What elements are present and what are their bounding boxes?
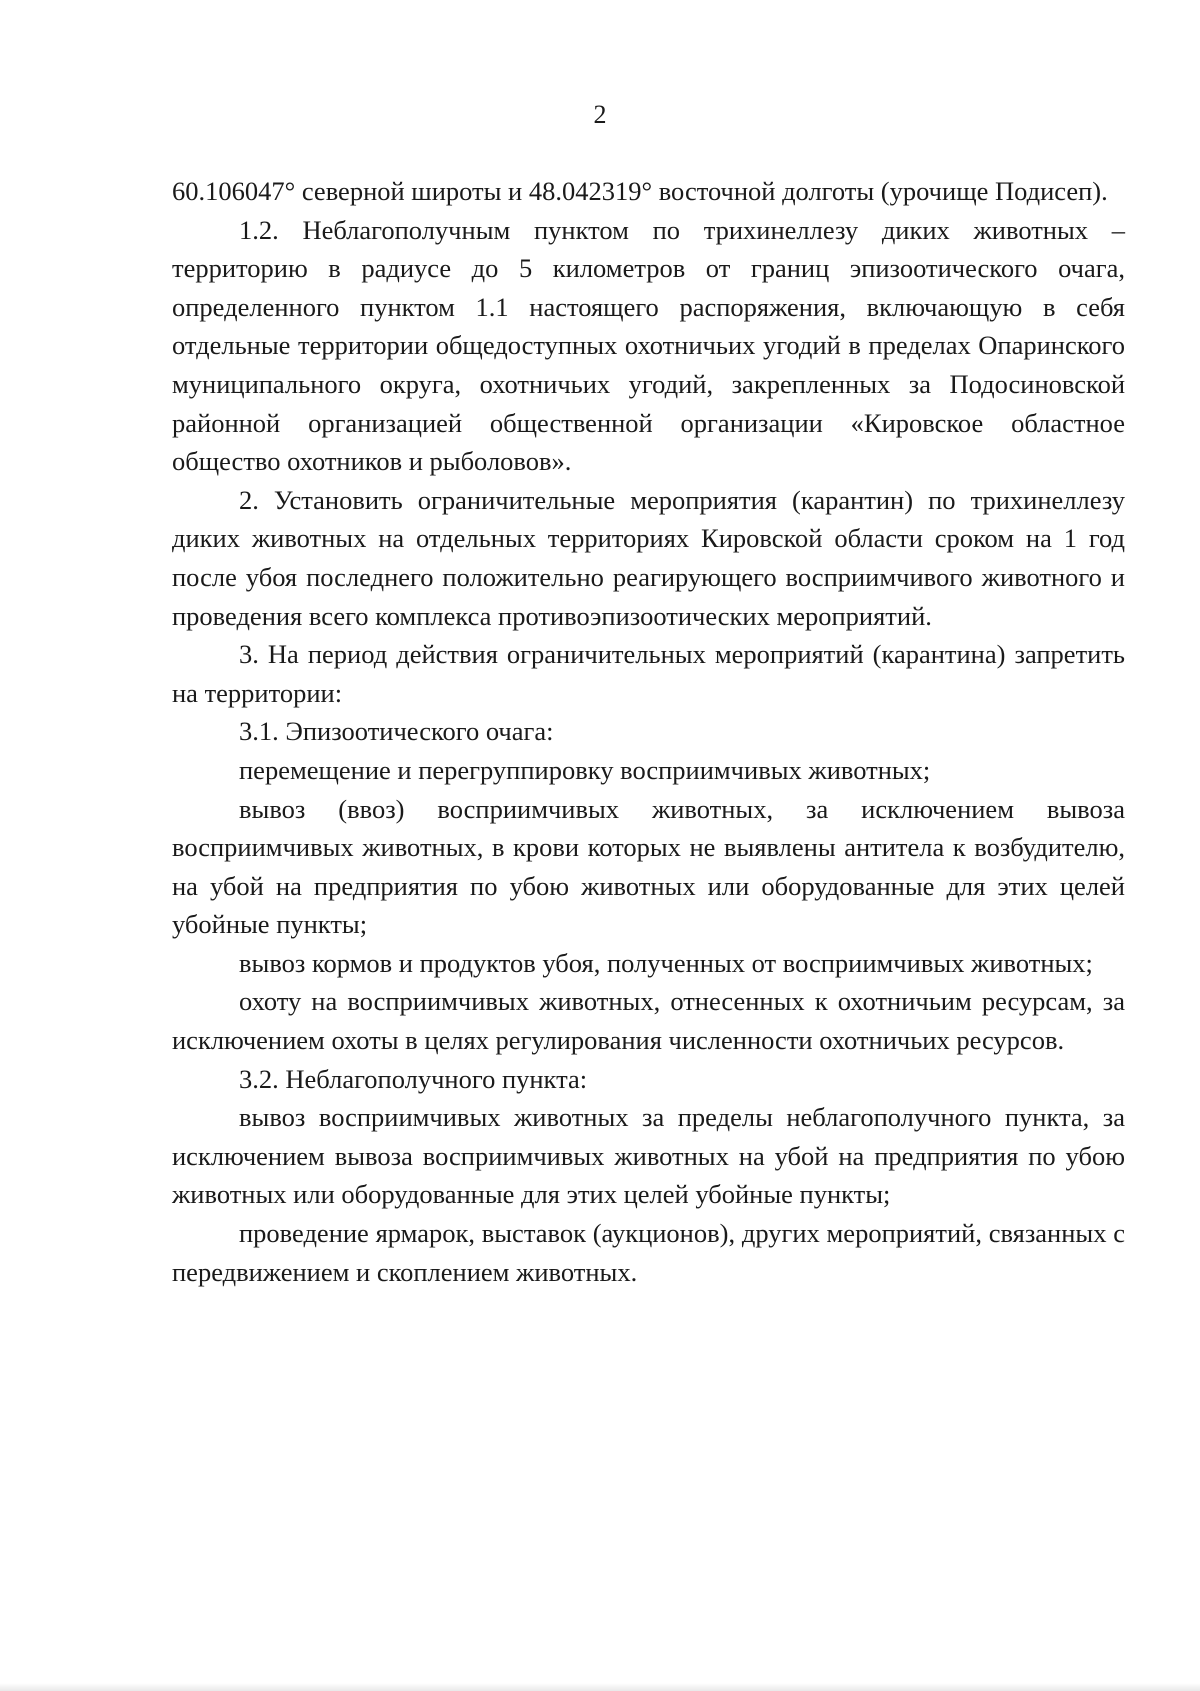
paragraph-coordinates-continuation: 60.106047° северной широты и 48.042319° восточной долготы (урочище Подисеп). [172,176,1108,206]
paragraph-1-2: 1.2. Неблагополучным пунктом по трихинеллезу диких животных – территорию в радиусе до 5 километров от границ эпизоотического очага, определенного пунктом 1.1 настоящего распоряжения, включающую в себя отдельные территории общедоступных охотничьих угодий в пределах Опаринского муниципального округа, охотничьих угодий, закрепленных за Подосиновской районной организацией общественной организации «Кировское областное общество охотников и рыболовов». [172,214,1125,477]
paragraph-3-2-item-2: проведение ярмарок, выставок (аукционов), других мероприятий, связанных с передвижением и скоплением животных. [172,1218,1125,1287]
paragraph-3-1-item-2: вывоз (ввоз) восприимчивых животных, за исключением вывоза восприимчивых животных, в крови которых не выявлены антитела к возбудителю, на убой на предприятия по убою животных или оборудованные для этих целей убойные пункты; [172,793,1125,940]
paragraph-3-1-item-3: вывоз кормов и продуктов убоя, полученных от восприимчивых животных; [239,947,1093,978]
paragraph-3-2-item-1: вывоз восприимчивых животных за пределы неблагополучного пункта, за исключением вывоза восприимчивых животных на убой на предприятия по убою животных или оборудованные для этих целей убойные пункты; [172,1102,1125,1210]
scan-edge [0,1683,1200,1691]
paragraph-3-1-item-4: охоту на восприимчивых животных, отнесенных к охотничьим ресурсам, за исключением охоты в целях регулирования численности охотничьих ресурсов. [172,986,1125,1056]
document-body [172,172,1125,1291]
paragraph-3-1-heading: 3.1. Эпизоотического очага: [239,716,554,747]
page-number: 2 [593,100,607,129]
paragraph-3-1-item-1: перемещение и перегруппировку восприимчивых животных; [239,754,931,785]
paragraph-3: 3. На период действия ограничительных мероприятий (карантина) запретить на территории: [172,639,1125,708]
paragraph-2: 2. Установить ограничительные мероприятия (карантин) по трихинеллезу диких животных на отдельных территориях Кировской области сроком на 1 год после убоя последнего положительно реагирующего восприимчивого животного и проведения всего комплекса противоэпизоотических мероприятий. [172,484,1125,631]
paragraph-3-2-heading: 3.2. Неблагополучного пункта: [239,1063,588,1094]
